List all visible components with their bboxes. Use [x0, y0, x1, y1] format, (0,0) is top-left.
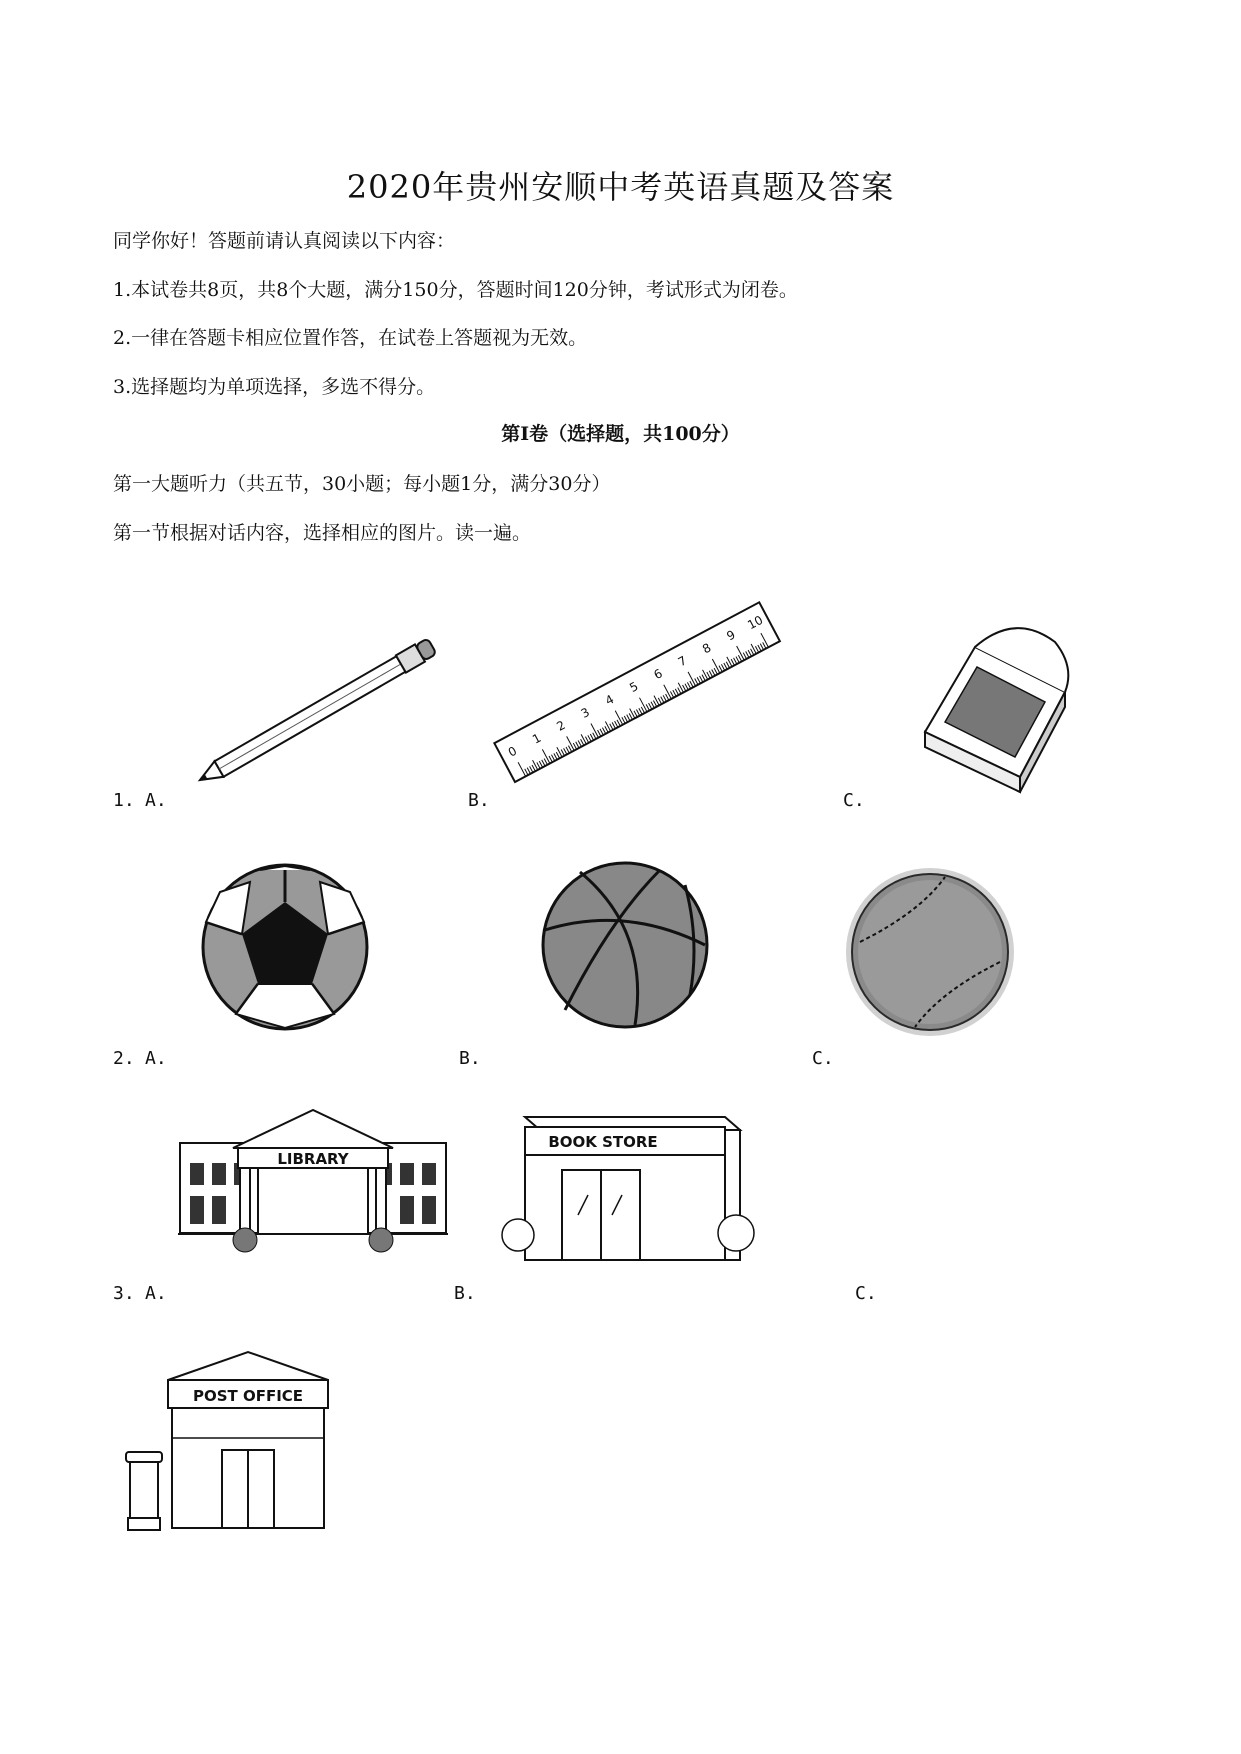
- post-office-sign: POST OFFICE: [192, 1387, 304, 1405]
- ruler-number: 10: [745, 612, 766, 633]
- pencil-image: [190, 640, 460, 790]
- ruler-image: [505, 612, 815, 792]
- part1-heading: 第一大题听力（共五节，30小题；每小题1分，满分30分）: [113, 473, 611, 495]
- q2-option-b[interactable]: B.: [459, 1048, 481, 1069]
- page-title: 2020年贵州安顺中考英语真题及答案: [346, 168, 895, 206]
- basketball-image: [540, 860, 710, 1030]
- ruler-number: 8: [700, 640, 714, 657]
- q3-option-a[interactable]: A.: [145, 1283, 167, 1304]
- ruler-number: 5: [627, 679, 641, 696]
- q2-option-a[interactable]: A.: [145, 1048, 167, 1069]
- q3-option-c[interactable]: C.: [855, 1283, 877, 1304]
- section-title: 第I卷（选择题，共100分）: [501, 423, 740, 445]
- q2-option-c[interactable]: C.: [812, 1048, 834, 1069]
- q1-option-c[interactable]: C.: [843, 790, 865, 811]
- ruler-number: 2: [554, 717, 568, 734]
- q1-number: 1.: [113, 790, 135, 811]
- part1-section1: 第一节根据对话内容，选择相应的图片。读一遍。: [113, 522, 532, 544]
- rule-2: 2.一律在答题卡相应位置作答，在试卷上答题视为无效。: [113, 327, 588, 349]
- ruler-number: 7: [675, 653, 690, 670]
- ruler-number: 3: [578, 704, 592, 721]
- book-store-image: [500, 1115, 760, 1285]
- soccer-ball-image: [200, 862, 370, 1032]
- intro-text: 同学你好！答题前请认真阅读以下内容：: [113, 230, 456, 252]
- q2-number: 2.: [113, 1048, 135, 1069]
- eraser-image: [905, 612, 1075, 782]
- baseball-image: [850, 872, 1010, 1032]
- book-store-sign: BOOK STORE: [548, 1133, 658, 1151]
- ruler-number: 0: [505, 743, 520, 760]
- library-sign: LIBRARY: [277, 1150, 349, 1168]
- ruler-number: 4: [602, 692, 617, 708]
- ruler-number: 9: [724, 627, 738, 644]
- q3-number: 3.: [113, 1283, 135, 1304]
- q1-option-a[interactable]: A.: [145, 790, 167, 811]
- q3-option-b[interactable]: B.: [454, 1283, 476, 1304]
- ruler-number: 1: [530, 730, 544, 747]
- post-office-image: [120, 1350, 350, 1540]
- library-image: [178, 1108, 448, 1258]
- q1-option-b[interactable]: B.: [468, 790, 490, 811]
- ruler-number: 6: [651, 666, 665, 683]
- rule-1: 1.本试卷共8页，共8个大题，满分150分，答题时间120分钟，考试形式为闭卷。: [113, 279, 798, 301]
- rule-3: 3.选择题均为单项选择，多选不得分。: [113, 376, 436, 398]
